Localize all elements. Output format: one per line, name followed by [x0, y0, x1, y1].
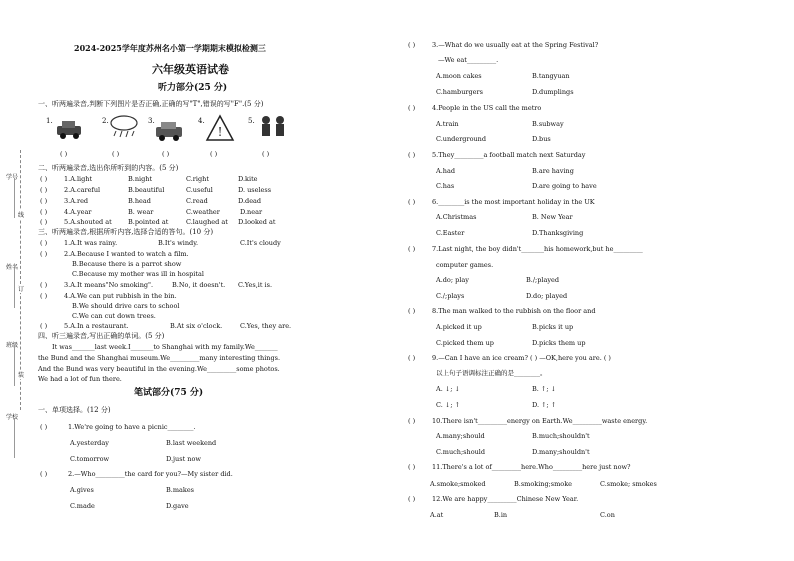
option-b: B.night: [128, 175, 153, 183]
option-c: C.Because my mother was ill in hospital: [72, 270, 204, 278]
answer-blank[interactable]: ( ): [408, 198, 416, 206]
rain-cloud-picture-icon: [108, 114, 138, 140]
option-c: C.It's cloudy: [240, 239, 281, 247]
section-heading: 一、单项选择。(12 分): [38, 406, 111, 414]
option-b: B./;played: [526, 276, 560, 284]
answer-blank[interactable]: ( ): [40, 470, 48, 478]
option-b: B.subway: [532, 120, 564, 128]
option-a: A.do; play: [436, 276, 469, 284]
answer-blank[interactable]: ( ): [40, 186, 48, 194]
margin-mark-line: 线: [18, 212, 25, 219]
taxi-picture-icon: [154, 118, 184, 144]
question-stem: computer games.: [436, 261, 494, 269]
question-stem: 1.We're going to have a picnic________.: [68, 423, 196, 431]
question-stem: 6.________is the most important holiday in the UK: [432, 198, 595, 206]
option-a: A.gives: [70, 486, 94, 494]
option-d: D.dead: [238, 197, 262, 205]
answer-blank[interactable]: ( ): [408, 354, 416, 362]
question-stem: 3.—What do we usually eat at the Spring Festival?: [432, 41, 599, 49]
option-a: 3.A.It means"No smoking".: [64, 281, 154, 289]
answer-blank[interactable]: ( ): [408, 245, 416, 253]
option-b: B.makes: [166, 486, 195, 494]
question-stem: 4.People in the US call the metro: [432, 104, 542, 112]
option-d: D.looked at: [238, 218, 276, 226]
option-d: D.kite: [238, 175, 258, 183]
answer-blank[interactable]: ( ): [162, 150, 170, 158]
option-d: D.Thanksgiving: [532, 229, 584, 237]
option-c: C.Yes,it is.: [238, 281, 273, 289]
option-c: C. ↓; ↑: [436, 401, 461, 409]
option-a: 3.A.red: [64, 197, 89, 205]
option-c: C.made: [70, 502, 95, 510]
option-a: A.picked it up: [436, 323, 482, 331]
option-a: A.moon cakes: [436, 72, 482, 80]
option-c: C./;plays: [436, 292, 465, 300]
option-a: A.train: [436, 120, 459, 128]
margin-underline: [14, 346, 15, 386]
option-d: D.near: [240, 208, 263, 216]
option-c: C.weather: [186, 208, 220, 216]
answer-blank[interactable]: ( ): [40, 208, 48, 216]
section-heading: 四、听三遍录音,写出正确的单词。(5 分): [38, 332, 165, 340]
option-c: C.Yes, they are.: [240, 322, 292, 330]
answer-blank[interactable]: ( ): [210, 150, 218, 158]
option-c: C.We can cut down trees.: [72, 312, 156, 320]
section-heading: 一、听两遍录音,判断下列图片是否正确,正确的写"T",错误的写"F".(5 分): [38, 100, 264, 108]
option-c: C.smoke; smokes: [600, 480, 657, 488]
answer-blank[interactable]: ( ): [40, 175, 48, 183]
question-stem: 7.Last night, the boy didn't_______his homework,but he_________: [432, 245, 643, 253]
pic-number: 4.: [198, 117, 205, 125]
question-stem: 11.There's a lot of_________here.Who_________here just now?: [432, 463, 631, 471]
option-d: D.many;shouldn't: [532, 448, 590, 456]
cloze-line: It was_______last week.I_______to Shanghai with my family.We_______: [52, 343, 278, 351]
option-b: B.in: [494, 511, 508, 519]
answer-blank[interactable]: ( ): [408, 417, 416, 425]
option-b: B.tangyuan: [532, 72, 570, 80]
pic-number: 1.: [46, 117, 53, 125]
answer-blank[interactable]: ( ): [408, 104, 416, 112]
option-d: D.bus: [532, 135, 551, 143]
option-a: A.had: [436, 167, 455, 175]
option-a: A.at: [430, 511, 444, 519]
option-c: C.laughed at: [186, 218, 228, 226]
answer-blank[interactable]: ( ): [408, 41, 416, 49]
option-c: C.tomorrow: [70, 455, 110, 463]
question-stem: 以上句子语调标注正确的是________。: [436, 369, 547, 377]
option-c: C.has: [436, 182, 455, 190]
option-d: D.dumplings: [532, 88, 574, 96]
answer-blank[interactable]: ( ): [408, 463, 416, 471]
option-b: B.pointed at: [128, 218, 169, 226]
option-a: 1.A.It was rainy.: [64, 239, 118, 247]
option-b: B. New Year: [532, 213, 573, 221]
written-title: 笔试部分(75 分): [134, 388, 204, 398]
margin-mark-bind: 装: [18, 372, 25, 379]
answer-blank[interactable]: ( ): [112, 150, 120, 158]
option-c: C.much;should: [436, 448, 486, 456]
answer-blank[interactable]: ( ): [408, 307, 416, 315]
section-heading: 二、听两遍录音,选出你所听到的内容。(5 分): [38, 164, 179, 172]
option-a: 2.A.careful: [64, 186, 101, 194]
option-b: B.Because there is a parrot show: [72, 260, 182, 268]
option-c: C.right: [186, 175, 209, 183]
option-c: C.useful: [186, 186, 213, 194]
pic-number: 2.: [102, 117, 109, 125]
answer-blank[interactable]: ( ): [262, 150, 270, 158]
option-d: D.just now: [166, 455, 201, 463]
answer-blank[interactable]: ( ): [40, 239, 48, 247]
option-c: C.picked them up: [436, 339, 494, 347]
cloze-line: the Bund and the Shanghai museum.We_________many interesting things.: [38, 354, 281, 362]
question-stem: 10.There isn't_________energy on Earth.We_________waste energy.: [432, 417, 648, 425]
option-b: B.much;shouldn't: [532, 432, 590, 440]
listening-title: 听力部分(25 分): [158, 83, 228, 93]
option-a: A. ↓; ↓: [436, 385, 460, 393]
option-c: C.Easter: [436, 229, 465, 237]
car-picture-icon: [54, 116, 84, 142]
answer-blank[interactable]: ( ): [40, 292, 48, 300]
answer-blank[interactable]: ( ): [40, 281, 48, 289]
option-d: D.picks them up: [532, 339, 586, 347]
option-b: B.last weekend: [166, 439, 217, 447]
option-b: B.No, it doesn't.: [172, 281, 226, 289]
option-b: B.head: [128, 197, 151, 205]
option-a: 4.A.year: [64, 208, 92, 216]
margin-mark-order: 订: [18, 286, 25, 293]
option-b: B.We should drive cars to school: [72, 302, 180, 310]
answer-blank[interactable]: ( ): [408, 151, 416, 159]
cloze-line: We had a lot of fun there.: [38, 375, 122, 383]
answer-blank[interactable]: ( ): [40, 218, 48, 226]
exam-subtitle: 六年级英语试卷: [152, 63, 229, 76]
answer-blank[interactable]: ( ): [60, 150, 68, 158]
question-stem: 5.They_________a football match next Saturday: [432, 151, 586, 159]
option-c: C.read: [186, 197, 208, 205]
answer-blank[interactable]: ( ): [408, 495, 416, 503]
question-stem: 9.—Can I have an ice cream? ( ) —OK,here you are. ( ): [432, 354, 611, 362]
option-b: B.At six o'clock.: [170, 322, 223, 330]
option-d: D. ↑; ↑: [532, 401, 557, 409]
margin-label-student-number: 学号: [6, 174, 19, 181]
question-stem: 2.—Who_________the card for you?—My sister did.: [68, 470, 233, 478]
cloze-line: And the Bund was very beautiful in the evening.We_________some photos.: [38, 365, 280, 373]
option-b: B. wear: [128, 208, 154, 216]
option-a: A.many;should: [436, 432, 485, 440]
option-d: D.do; played: [526, 292, 568, 300]
option-d: D.gave: [166, 502, 189, 510]
children-picture-icon: [256, 114, 286, 140]
question-stem: —We eat_________.: [438, 56, 499, 64]
option-c: C.on: [600, 511, 615, 519]
margin-label-school: 学校: [6, 414, 19, 421]
option-b: B.are having: [532, 167, 574, 175]
option-b: B.smoking;smoke: [514, 480, 573, 488]
option-a: 5.A.shouted at: [64, 218, 112, 226]
exam-title: 2024-2025学年度苏州名小第一学期期末模拟检测三: [74, 43, 266, 53]
option-c: C.hamburgers: [436, 88, 483, 96]
svg-text:!: !: [217, 125, 223, 139]
option-b: B.picks it up: [532, 323, 574, 331]
section-heading: 三、听两遍录音,根据所听内容,选择合适的答句。(10 分): [38, 228, 214, 236]
pic-number: 5.: [248, 117, 255, 125]
option-c: C.underground: [436, 135, 487, 143]
margin-underline: [14, 178, 15, 218]
warning-sign-picture-icon: [205, 114, 235, 140]
margin-underline: [14, 418, 15, 458]
option-a: 1.A.light: [64, 175, 93, 183]
option-a: 5.A.In a restaurant.: [64, 322, 129, 330]
option-d: D.are going to have: [532, 182, 597, 190]
question-stem: 8.The man walked to the rubbish on the floor and: [432, 307, 596, 315]
margin-label-class: 班级: [6, 342, 19, 349]
option-b: B.It's windy.: [158, 239, 199, 247]
question-stem: 12.We are happy_________Chinese New Year.: [432, 495, 579, 503]
margin-underline: [14, 268, 15, 308]
answer-blank[interactable]: ( ): [40, 250, 48, 258]
option-d: D. useless: [238, 186, 272, 194]
option-a: 2.A.Because I wanted to watch a film.: [64, 250, 189, 258]
option-a: A.smoke;smoked: [430, 480, 486, 488]
margin-label-name: 姓名: [6, 264, 19, 271]
option-a: A.yesterday: [70, 439, 109, 447]
option-b: B. ↑; ↓: [532, 385, 557, 393]
option-a: 4.A.We can put rubbish in the bin.: [64, 292, 177, 300]
option-b: B.beautiful: [128, 186, 165, 194]
answer-blank[interactable]: ( ): [40, 322, 48, 330]
pic-number: 3.: [148, 117, 155, 125]
answer-blank[interactable]: ( ): [40, 423, 48, 431]
option-a: A.Christmas: [436, 213, 477, 221]
answer-blank[interactable]: ( ): [40, 197, 48, 205]
